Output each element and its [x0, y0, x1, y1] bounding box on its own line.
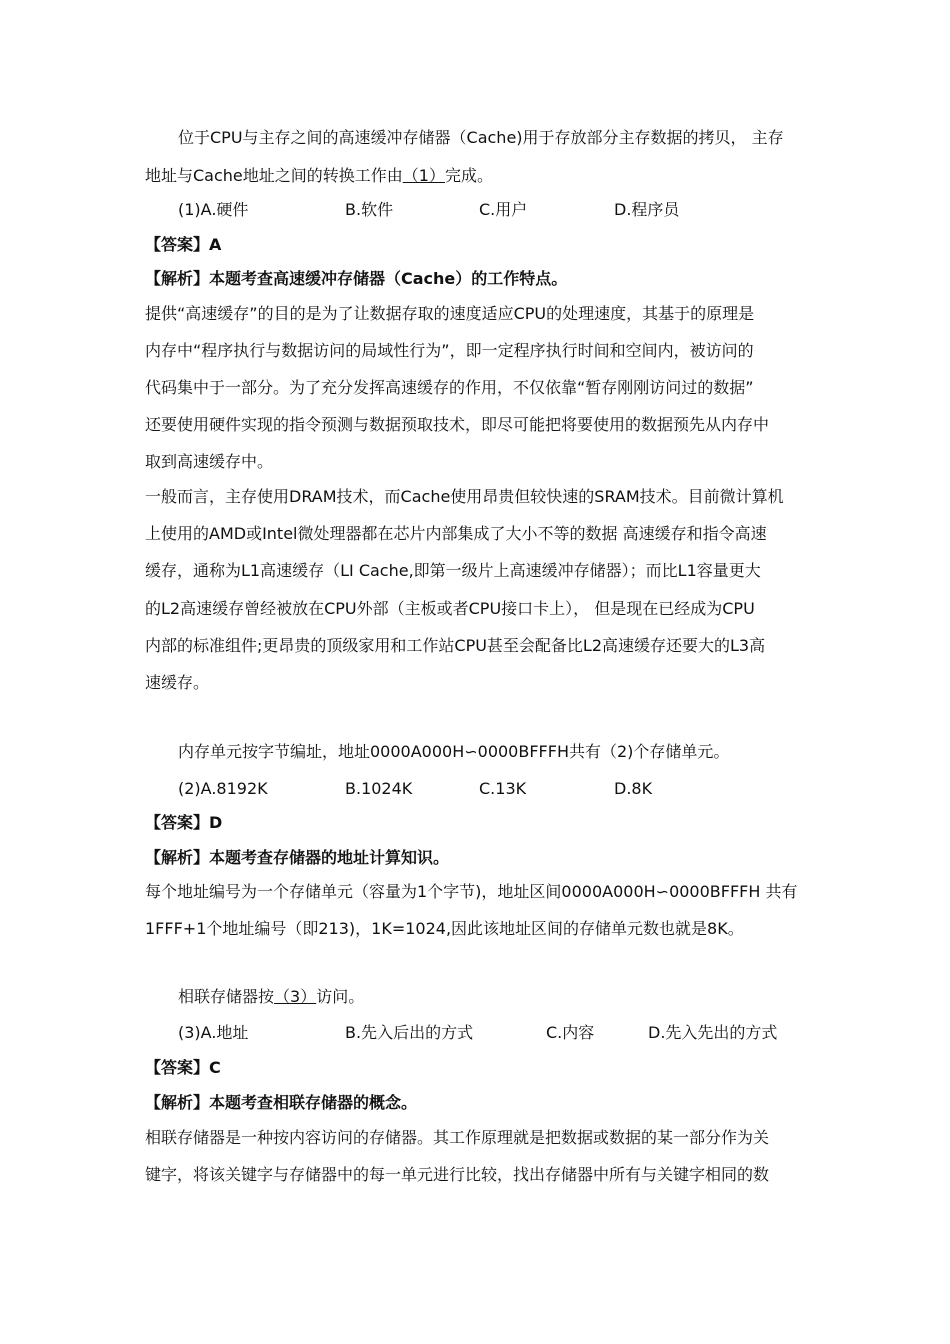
- q1-analysis-line: 代码集中于一部分。为了充分发挥高速缓存的作用，不仅依靠“暂存刚刚访问过的数据”: [145, 378, 754, 397]
- q3-answer: 【答案】C: [145, 1058, 221, 1077]
- q2-analysis-title: 【解析】本题考查存储器的地址计算知识。: [145, 848, 450, 867]
- q3-analysis-line: 键字，将该关键字与存储器中的每一单元进行比较，找出存储器中所有与关键字相同的数: [145, 1165, 770, 1184]
- q2-analysis-line: 每个地址编号为一个存储单元（容量为1个字节)，地址区间0000A000H∽0000BFFFH 共有: [145, 882, 798, 901]
- q2-option-c: C.13K: [479, 779, 527, 798]
- q3-analysis-line: 相联存储器是一种按内容访问的存储器。其工作原理就是把数据或数据的某一部分作为关: [145, 1128, 770, 1147]
- q1-analysis-line: 取到高速缓存中。: [145, 452, 274, 471]
- q2-option-d: D.8K: [614, 779, 653, 798]
- q3-option-a: (3)A.地址: [178, 1023, 249, 1042]
- q2-option-a: (2)A.8192K: [178, 779, 268, 798]
- q1-analysis-line: 内存中“程序执行与数据访问的局域性行为”，即一定程序执行时间和空间内，被访问的: [145, 341, 754, 360]
- q1-analysis-line: 的L2高速缓存曾经被放在CPU外部（主板或者CPU接口卡上）， 但是现在已经成为CPU: [145, 599, 755, 618]
- q1-blank: （1）: [402, 166, 445, 185]
- q3-stem-pre: 相联存储器按: [178, 987, 275, 1006]
- q2-stem: 内存单元按字节编址，地址0000A000H∽0000BFFFH共有（2)个存储单元。: [178, 742, 730, 761]
- q2-option-b: B.1024K: [345, 779, 413, 798]
- q1-analysis-line: 缓存，通称为L1高速缓存（LI Cache,即第一级片上高速缓冲存储器）；而比L1容量更大: [145, 561, 761, 580]
- q3-stem-post: 访问。: [316, 987, 365, 1006]
- q1-stem-line1: 位于CPU与主存之间的高速缓冲存储器（Cache)用于存放部分主存数据的拷贝， 主存: [178, 128, 784, 147]
- q3-stem: [178, 987, 364, 1007]
- q1-analysis-line: 提供“高速缓存”的目的是为了让数据存取的速度适应CPU的处理速度，其基于的原理是: [145, 304, 755, 323]
- q1-analysis-line: 还要使用硬件实现的指令预测与数据预取技术，即尽可能把将要使用的数据预先从内存中: [145, 415, 770, 434]
- q1-analysis-line: 上使用的AMD或Intel微处理器都在芯片内部集成了大小不等的数据 高速缓存和指令高速: [145, 524, 767, 543]
- q1-stem-line2: [145, 166, 493, 186]
- q1-analysis-line: 速缓存。: [145, 673, 210, 692]
- q1-option-d: D.程序员: [614, 200, 680, 219]
- q1-option-c: C.用户: [479, 200, 528, 219]
- q1-stem-pre: 地址与Cache地址之间的转换工作由: [145, 166, 403, 185]
- q1-stem-post: 完成。: [444, 166, 493, 185]
- q1-option-b: B.软件: [345, 200, 394, 219]
- q3-option-c: C.内容: [546, 1023, 595, 1042]
- q1-analysis-line: 内部的标准组件;更昂贵的顶级家用和工作站CPU甚至会配备比L2高速缓存还要大的L3高: [145, 636, 766, 655]
- q1-option-a: (1)A.硬件: [178, 200, 249, 219]
- q1-answer: 【答案】A: [145, 235, 222, 254]
- q3-analysis-title: 【解析】本题考查相联存储器的概念。: [145, 1093, 418, 1112]
- q1-analysis-line: 一般而言，主存使用DRAM技术，而Cache使用昂贵但较快速的SRAM技术。目前微计算机: [145, 487, 784, 506]
- q3-option-b: B.先入后出的方式: [345, 1023, 474, 1042]
- q2-answer: 【答案】D: [145, 813, 223, 832]
- q3-blank: （3）: [274, 987, 317, 1006]
- q1-analysis-title: 【解析】本题考查高速缓冲存储器（Cache）的工作特点。: [145, 269, 568, 288]
- q3-option-d: D.先入先出的方式: [648, 1023, 778, 1042]
- q2-analysis-line: 1FFF+1个地址编号（即213)，1K=1024,因此该地址区间的存储单元数也就是8K。: [145, 919, 744, 938]
